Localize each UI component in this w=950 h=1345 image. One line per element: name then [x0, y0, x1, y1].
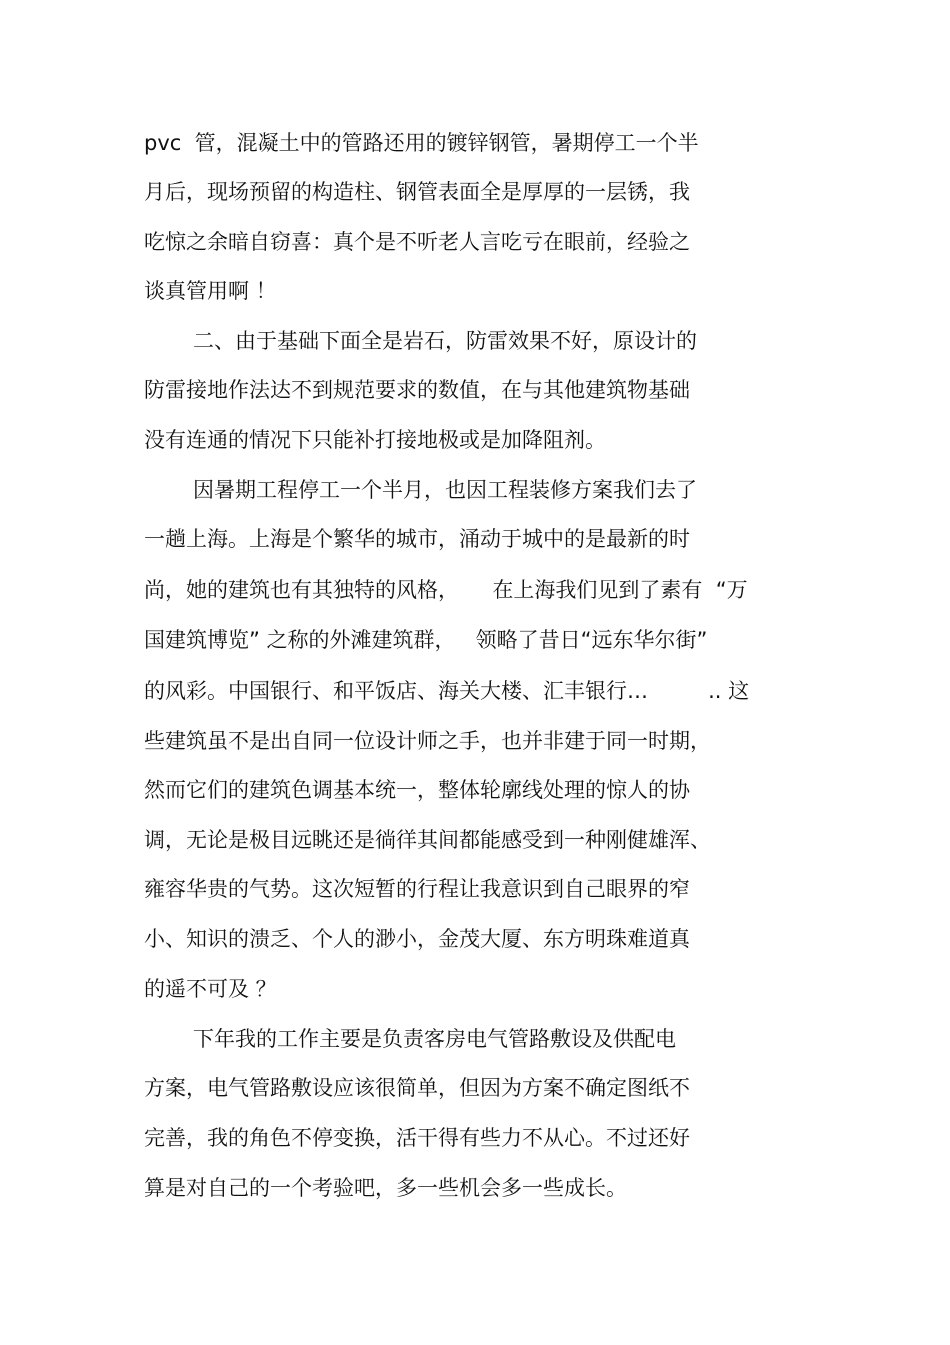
text-line: 的风彩。中国银行、和平饭店、海关大楼、汇丰银行… .. 这 — [144, 679, 750, 703]
text-line: 没有连通的情况下只能补打接地极或是加降阻剂。 — [144, 428, 606, 452]
text-line: 下年我的工作主要是负责客房电气管路敷设及供配电 — [193, 1027, 676, 1051]
text-line: 小、知识的溃乏、个人的渺小，金茂大厦、东方明珠难道真 — [144, 927, 690, 951]
text-line: 的遥不可及 ？ — [144, 977, 277, 1001]
text-line: 调，无论是极目远眺还是徜徉其间都能感受到一种刚健雄浑、 — [144, 828, 711, 852]
text-line: 方案，电气管路敷设应该很简单，但因为方案不确定图纸不 — [144, 1076, 690, 1100]
text-line: 吃惊之余暗自窃喜：真个是不听老人言吃亏在眼前，经验之 — [144, 230, 690, 254]
text-line: 些建筑虽不是出自同一位设计师之手，也并非建于同一时期， — [144, 729, 711, 753]
text-line: 二、由于基础下面全是岩石，防雷效果不好，原设计的 — [193, 329, 697, 353]
text-line: 一趟上海。上海是个繁华的城市，涌动于城中的是最新的时 — [144, 527, 690, 551]
text-line: 谈真管用啊 ！ — [144, 279, 277, 303]
text-line: 防雷接地作法达不到规范要求的数值，在与其他建筑物基础 — [144, 378, 690, 402]
text-line: 尚，她的建筑也有其独特的风格， 在上海我们见到了素有 “万 — [144, 578, 748, 602]
text-line: 完善，我的角色不停变换，活干得有些力不从心。不过还好 — [144, 1126, 690, 1150]
text-line: 然而它们的建筑色调基本统一，整体轮廓线处理的惊人的协 — [144, 778, 690, 802]
text-line: 雍容华贵的气势。这次短暂的行程让我意识到自己眼界的窄 — [144, 877, 690, 901]
text-line: 算是对自己的一个考验吧，多一些机会多一些成长。 — [144, 1176, 627, 1200]
text-line: pvc 管，混凝土中的管路还用的镀锌钢管，暑期停工一个半 — [144, 131, 699, 155]
text-line: 月后，现场预留的构造柱、钢管表面全是厚厚的一层锈，我 — [144, 180, 690, 204]
text-line: 因暑期工程停工一个半月，也因工程装修方案我们去了 — [193, 478, 697, 502]
text-line: 国建筑博览” 之称的外滩建筑群， 领略了昔日“远东华尔街” — [144, 628, 708, 652]
